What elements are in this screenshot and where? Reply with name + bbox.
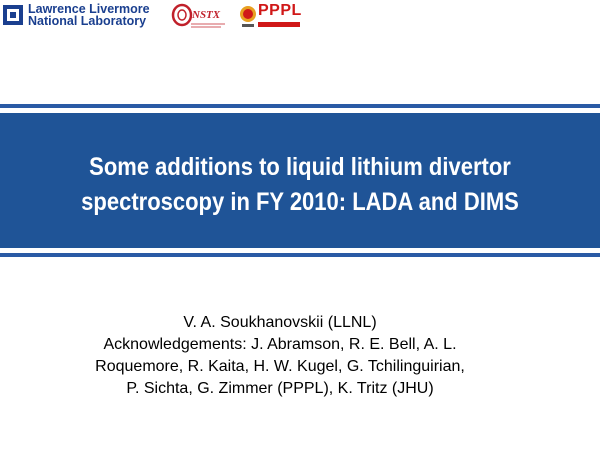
author-line-3: Roquemore, R. Kaita, H. W. Kugel, G. Tchilinguirian, <box>95 358 465 375</box>
author-line-1: V. A. Soukhanovskii (LLNL) <box>183 314 377 331</box>
llnl-name-line-2: National Laboratory <box>28 14 147 28</box>
slide-title <box>36 150 564 220</box>
author-line-4: P. Sichta, G. Zimmer (PPPL), K. Tritz (JHU) <box>126 380 434 397</box>
pppl-emblem-icon <box>238 2 258 30</box>
slide-title-line-1: Some additions to liquid lithium divertor <box>89 153 511 181</box>
pppl-logo <box>238 1 302 31</box>
pppl-logo-text: PPPL <box>258 2 302 19</box>
logo-bar <box>0 0 600 34</box>
llnl-logo <box>2 2 150 28</box>
slide-title-line-2: spectroscopy in FY 2010: LADA and DIMS <box>81 188 519 216</box>
llnl-emblem-icon <box>2 4 24 26</box>
author-block <box>0 312 560 400</box>
bottom-stripe <box>0 253 600 257</box>
nstx-logo <box>165 2 227 30</box>
llnl-name-line-1: Lawrence Livermore <box>28 2 150 16</box>
title-band <box>0 113 600 248</box>
top-stripe <box>0 104 600 108</box>
nstx-logo-text: NSTX <box>192 9 221 21</box>
pppl-logo-subtitle-bar <box>258 22 300 27</box>
author-line-2: Acknowledgements: J. Abramson, R. E. Bell, A. L. <box>103 336 457 353</box>
